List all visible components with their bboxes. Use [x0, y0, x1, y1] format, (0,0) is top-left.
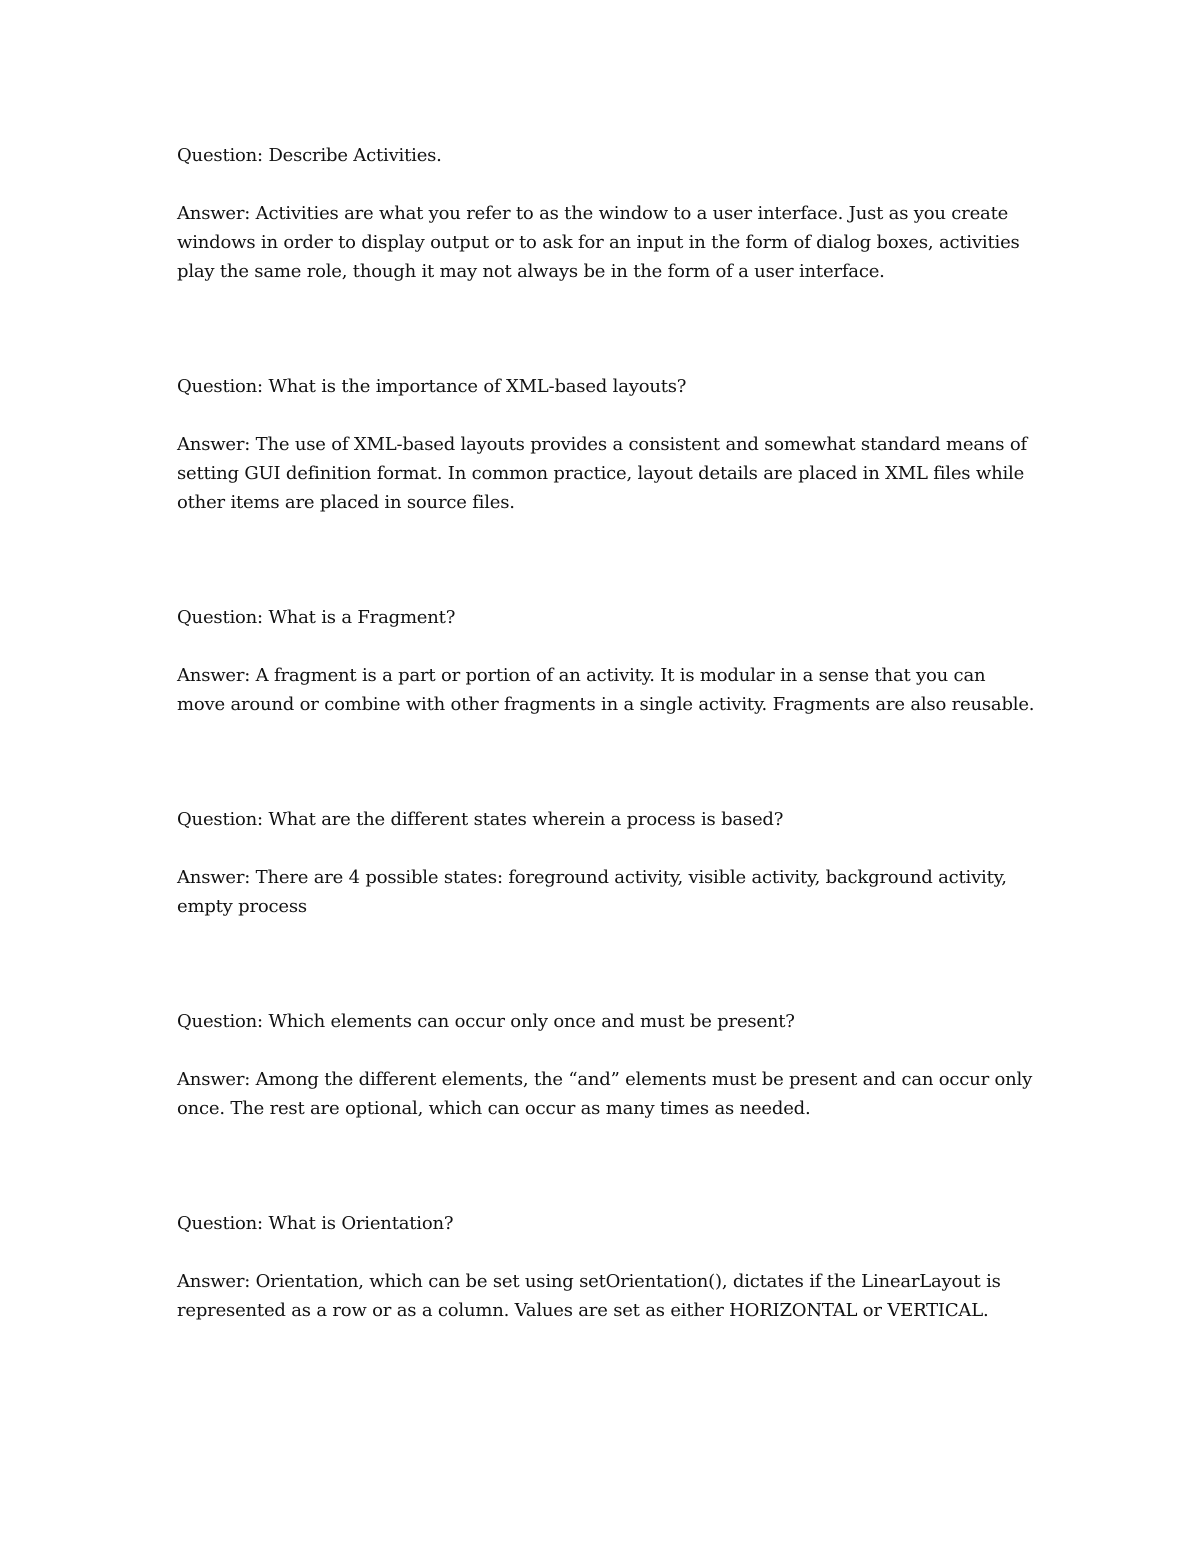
qa-entry [177, 1007, 1037, 1123]
qa-entry [177, 372, 1037, 517]
question-text: Question: What is the importance of XML-based layouts? [177, 376, 687, 397]
question-text: Question: Which elements can occur only once and must be present? [177, 1011, 795, 1032]
question-text: Question: What is Orientation? [177, 1213, 454, 1234]
question-text: Question: What are the different states wherein a process is based? [177, 809, 784, 830]
qa-entry [177, 1209, 1037, 1325]
question-text: Question: Describe Activities. [177, 145, 442, 166]
answer-text: Answer: Orientation, which can be set using setOrientation(), dictates if the LinearLayout is represented as a row or as a column. Values are set as either HORIZONTAL or VERTICAL. [177, 1271, 1001, 1321]
answer-text: Answer: Activities are what you refer to as the window to a user interface. Just as you create windows in order to display output or to ask for an input in the form of dialog boxes, activities play the same role, though it may not always be in the form of a user interface. [177, 203, 1020, 282]
document-body [177, 141, 1037, 1325]
question-text: Question: What is a Fragment? [177, 607, 456, 628]
answer-text: Answer: Among the different elements, the “and” elements must be present and can occur only once. The rest are optional, which can occur as many times as needed. [177, 1069, 1033, 1119]
answer-text: Answer: The use of XML-based layouts provides a consistent and somewhat standard means of setting GUI definition format. In common practice, layout details are placed in XML files while other items are placed in source files. [177, 434, 1027, 513]
qa-entry [177, 141, 1037, 286]
qa-entry [177, 805, 1037, 921]
answer-text: Answer: A fragment is a part or portion of an activity. It is modular in a sense that you can move around or combine with other fragments in a single activity. Fragments are also reusable. [177, 665, 1035, 715]
qa-entry [177, 603, 1037, 719]
answer-text: Answer: There are 4 possible states: foreground activity, visible activity, background activity, empty process [177, 867, 1007, 917]
